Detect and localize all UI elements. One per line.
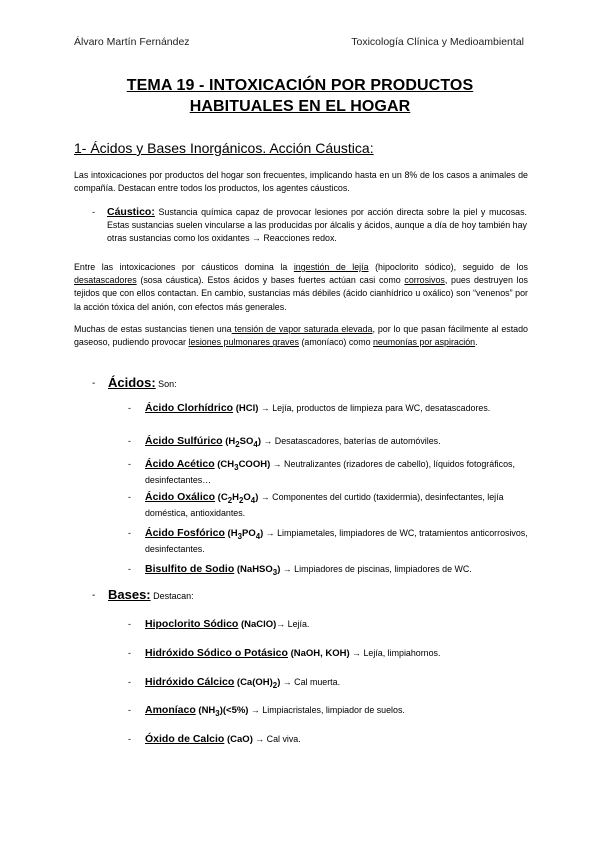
underline-term: corrosivos xyxy=(404,275,445,286)
underline-term: ingestión de lejía xyxy=(293,262,369,272)
list-dash: - xyxy=(92,378,96,389)
caustico-text: Sustancia química capaz de provocar lesiones por acción directa sobre la piel y mucosas. Estas sustancias suelen vincularse a las producidas por álcalis y ácidos, aunque a día de hoy también hay otras sustancias como los oxidantes → Reacciones redox. xyxy=(107,207,527,244)
page-title-line-2: HABITUALES EN EL HOGAR xyxy=(189,98,411,115)
list-dash: - xyxy=(92,590,96,601)
bases-subtitle: Destacan: xyxy=(150,591,194,601)
acidos-title: Ácidos: xyxy=(108,375,156,390)
page-title-line-1: TEMA 19 - INTOXICACIÓN POR PRODUCTOS xyxy=(126,77,474,94)
section-heading: 1- Ácidos y Bases Inorgánicos. Acción Cáustica: xyxy=(74,140,374,156)
bases-title: Bases: xyxy=(108,587,151,602)
header-author: Álvaro Martín Fernández xyxy=(74,36,190,48)
underline-term: desatascadores xyxy=(74,275,137,286)
intro-paragraph: Las intoxicaciones por productos del hogar son frecuentes, implicando hasta en un 8% de los casos a animales de compañía. Destacan entre todos los productos, los agentes cáusticos. xyxy=(74,170,528,194)
underline-term: neumonías por aspiración xyxy=(373,337,476,348)
header-subject: Toxicología Clínica y Medioambiental xyxy=(351,36,524,48)
underline-term: tensión de vapor saturada elevada xyxy=(231,324,373,334)
caustico-term: Cáustico: xyxy=(107,206,155,218)
underline-term: lesiones pulmonares graves xyxy=(188,337,299,348)
list-dash: - xyxy=(92,207,95,217)
paragraph-causticos: Entre las intoxicaciones por cáusticos domina la ingestión de lejía (hipoclorito sódico), seguido de los desatascadores (sosa cáustica). Estos ácidos y bases fuertes actúan casi como corrosivos, pues destruyen los tejidos que con ellos contactan. En cambio, sustancias más débiles (ácido cianhídrico u oxálico) son “venenos” por la acción tóxica del anión, con efectos más generales. xyxy=(74,262,528,312)
acidos-subtitle: Son: xyxy=(155,379,177,389)
paragraph-vapor: Muchas de estas sustancias tienen una tensión de vapor saturada elevada, por lo que pasan fácilmente al estado gaseoso, pudiendo provocar lesiones pulmonares graves (amoníaco) como neumonías por aspiración. xyxy=(74,324,528,348)
